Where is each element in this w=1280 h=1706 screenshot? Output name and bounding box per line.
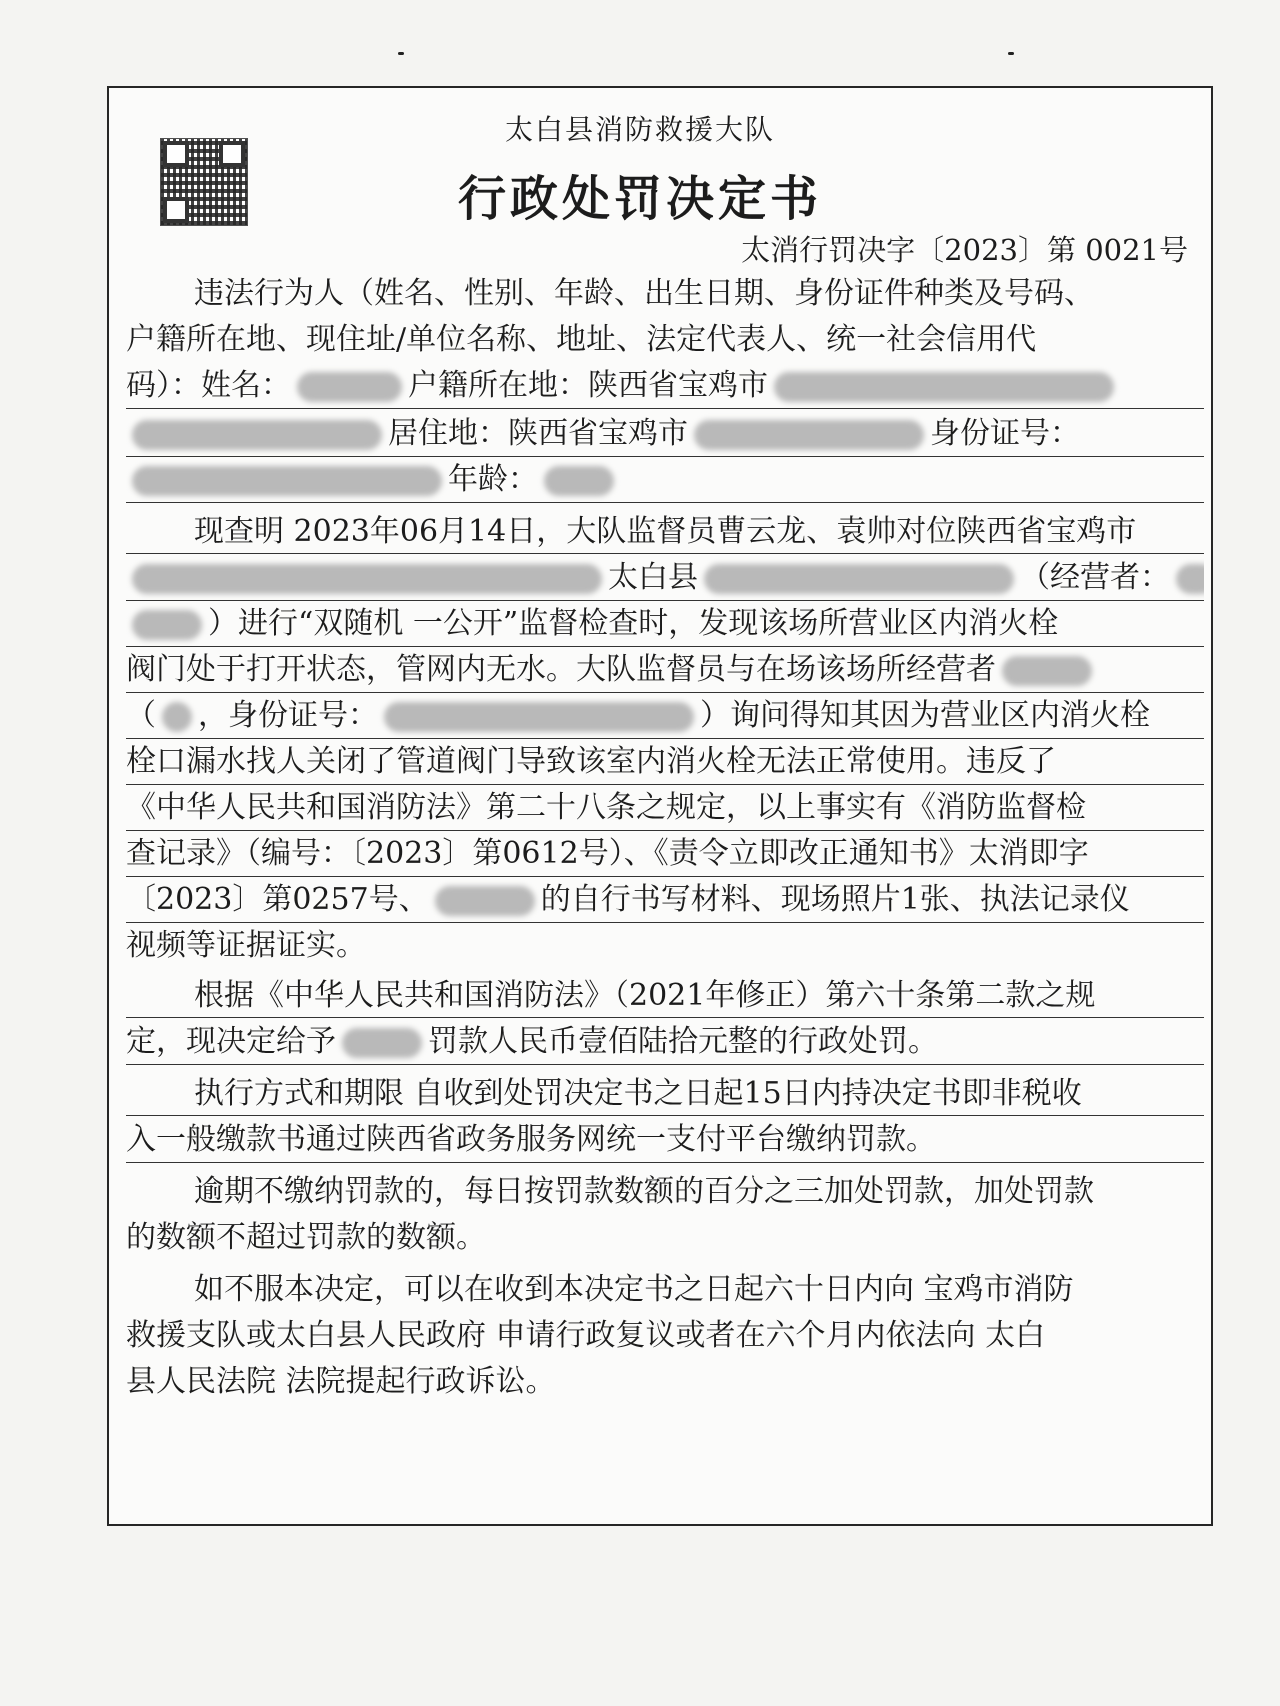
scan-speck <box>398 52 404 55</box>
party-line-1: 违法行为人（姓名、性别、年龄、出生日期、身份证件种类及号码、 <box>194 276 1094 311</box>
appeal-line-1: 如不服本决定，可以在收到本决定书之日起六十日内向 宝鸡市消防 <box>194 1272 1074 1307</box>
facts-line-7: 《中华人民共和国消防法》第二十八条之规定，以上事实有《消防监督检 <box>126 786 1204 831</box>
appeal-line-2: 救援支队或太白县人民政府 申请行政复议或者在六个月内依法向 太白 <box>126 1318 1046 1353</box>
redaction <box>297 372 402 402</box>
redaction <box>774 372 1114 402</box>
document-title: 行政处罚决定书 <box>457 171 822 227</box>
party-line-4: 居住地：陕西省宝鸡市 身份证号： <box>126 412 1204 457</box>
facts-line-1: 现查明 2023年06月14日，大队监督员曹云龙、袁帅对位陕西省宝鸡市 <box>126 510 1204 554</box>
appeal-line-3: 县人民法院 法院提起行政诉讼。 <box>126 1364 556 1399</box>
facts-line-6: 栓口漏水找人关闭了管道阀门导致该室内消火栓无法正常使用。违反了 <box>126 740 1204 785</box>
facts-line-10: 视频等证据证实。 <box>126 928 366 963</box>
redaction <box>1176 564 1204 594</box>
party-line-5: 年龄： <box>126 458 1204 503</box>
redaction <box>694 420 924 450</box>
redaction <box>384 702 694 732</box>
party-line-3: 码）：姓名： 户籍所在地：陕西省宝鸡市 <box>126 364 1204 409</box>
facts-line-9: 〔2023〕第0257号、 的自行书写材料、现场照片1张、执法记录仪 <box>126 878 1204 923</box>
execution-line-2: 入一般缴款书通过陕西省政务服务网统一支付平台缴纳罚款。 <box>126 1118 1204 1163</box>
redaction <box>435 886 535 916</box>
redaction <box>132 610 202 640</box>
decision-line-2: 定，现决定给予 罚款人民币壹佰陆拾元整的行政处罚。 <box>126 1020 1204 1065</box>
scan-speck <box>1008 52 1014 55</box>
party-line-2: 户籍所在地、现住址/单位名称、地址、法定代表人、统一社会信用代 <box>126 322 1037 357</box>
overdue-line-2: 的数额不超过罚款的数额。 <box>126 1220 486 1255</box>
redaction <box>544 466 614 496</box>
redaction <box>1002 656 1092 686</box>
redaction <box>132 420 382 450</box>
redaction <box>342 1028 422 1058</box>
facts-line-3: ）进行“双随机 一公开”监督检查时，发现该场所营业区内消火栓 <box>126 602 1204 647</box>
redaction <box>704 564 1014 594</box>
facts-line-2: 太白县 （经营者： <box>126 556 1204 601</box>
overdue-line-1: 逾期不缴纳罚款的，每日按罚款数额的百分之三加处罚款，加处罚款 <box>194 1174 1094 1209</box>
redaction <box>132 466 442 496</box>
document-number: 太消行罚决字〔2023〕第 0021号 <box>741 233 1188 267</box>
facts-line-4: 阀门处于打开状态，管网内无水。大队监督员与在场该场所经营者 <box>126 648 1204 693</box>
facts-line-8: 查记录》（编号：〔2023〕第0612号）、《责令立即改正通知书》太消即字 <box>126 832 1204 877</box>
redaction <box>162 702 192 732</box>
agency-name: 太白县消防救援大队 <box>504 113 775 146</box>
facts-line-5: （ ，身份证号： ）询问得知其因为营业区内消火栓 <box>126 694 1204 739</box>
execution-line-1: 执行方式和期限 自收到处罚决定书之日起15日内持决定书即非税收 <box>126 1072 1204 1116</box>
decision-line-1: 根据《中华人民共和国消防法》（2021年修正）第六十条第二款之规 <box>126 974 1204 1018</box>
redaction <box>132 564 602 594</box>
